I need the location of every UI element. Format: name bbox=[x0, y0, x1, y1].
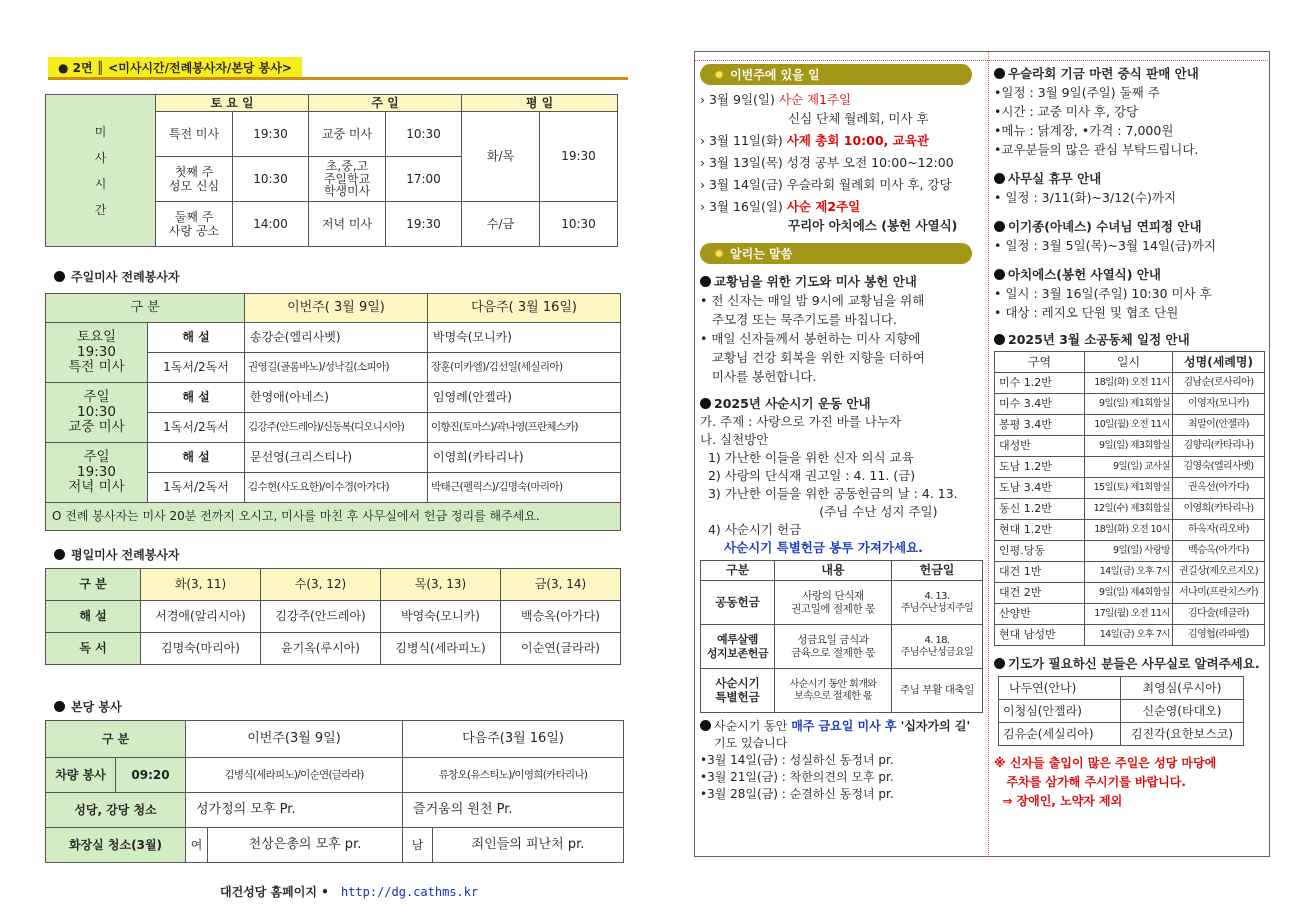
wk-cell: 윤기옥(루시아) bbox=[261, 633, 381, 665]
mass-time-table bbox=[45, 94, 618, 247]
ss-this: 권영길(골롬바노)/성낙길(소피아) bbox=[245, 352, 428, 382]
com-row bbox=[995, 625, 1265, 646]
wk-head: 화(3, 11) bbox=[141, 569, 261, 601]
com-time: 10일(월) 오전 11시 bbox=[1085, 415, 1173, 436]
acies-heading bbox=[994, 265, 1264, 284]
off-desc: 사순시기 동안 회개와 보속으로 절제한 몫 bbox=[775, 669, 892, 713]
sunday-servers-heading bbox=[54, 268, 180, 285]
ss-head: 이번주( 3월 9일) bbox=[245, 294, 428, 323]
week-item: › 3월 16일(일) 사순 제2주일 bbox=[700, 199, 861, 214]
week-item-highlight: 사제 총회 10:00, 교육관 bbox=[786, 133, 929, 148]
car-this: 김병식(세라피노)/이순연(글라라) bbox=[186, 758, 403, 793]
car-label: 차량 봉사 bbox=[46, 758, 116, 793]
sun-mass-name: 초,중,고 주일학교 학생미사 bbox=[309, 157, 386, 202]
week-item-text: 3월 14일(금) 우슬라회 월례회 미사 후, 강당 bbox=[708, 177, 952, 192]
com-leader: 김영숙(엘리사벳) bbox=[1173, 457, 1265, 478]
ss-this: 김수현(사도요한)/이수경(아가다) bbox=[245, 472, 428, 502]
pope-line: • 매일 신자들께서 봉헌하는 미사 지향에 bbox=[700, 331, 921, 346]
com-time: 15일(토) 제1회합실 bbox=[1085, 478, 1173, 499]
off-name: 예루살렘 성지보존헌금 bbox=[701, 625, 775, 669]
clean-this: 성가정의 모후 Pr. bbox=[186, 793, 403, 828]
footer-url[interactable]: http://dg.cathms.kr bbox=[340, 885, 479, 899]
community-heading bbox=[994, 330, 1264, 349]
week-item-highlight: 사순 제2주일 bbox=[786, 199, 861, 214]
footer-text: 대건성당 홈페이지 • bbox=[220, 885, 329, 899]
prayer-heading bbox=[994, 654, 1264, 673]
office-heading bbox=[994, 169, 1264, 188]
wk-cell: 김병식(세라피노) bbox=[381, 633, 501, 665]
ss-next: 임영례(안젤라) bbox=[428, 382, 621, 412]
wk-cell: 김강주(안드레아) bbox=[261, 601, 381, 633]
bullet-icon bbox=[700, 720, 711, 731]
com-leader: 이영자(모니카) bbox=[1173, 394, 1265, 415]
com-time: 9일(일) 사랑방 bbox=[1085, 541, 1173, 562]
sun-icon: ✹ bbox=[714, 68, 725, 82]
weekday-servers-heading bbox=[54, 546, 180, 563]
wk-role: 해 설 bbox=[46, 601, 141, 633]
parish-heading bbox=[54, 698, 122, 715]
com-area: 동신 1.2반 bbox=[995, 499, 1085, 520]
col-weekday: 평 일 bbox=[462, 95, 618, 112]
sun-mass-name: 저녁 미사 bbox=[309, 202, 386, 247]
way-line: •3월 28일(금) : 순결하신 동정녀 pr. bbox=[700, 787, 894, 801]
prayer-name: 신순영(타대오) bbox=[1121, 700, 1244, 723]
ss-role: 1독서/2독서 bbox=[148, 352, 245, 382]
week-list bbox=[700, 90, 982, 235]
com-row bbox=[995, 478, 1265, 499]
com-time: 14일(금) 오후 7시 bbox=[1085, 562, 1173, 583]
pope-line: 주모경 또는 묵주기도를 바칩니다. bbox=[700, 312, 897, 327]
way-line: •3월 14일(금) : 성실하신 동정녀 pr. bbox=[700, 753, 894, 767]
com-area: 현대 1.2반 bbox=[995, 520, 1085, 541]
off-name: 공동헌금 bbox=[701, 581, 775, 625]
pope-body bbox=[700, 291, 982, 386]
toilet-women-team: 천상은총의 모후 pr. bbox=[208, 828, 403, 863]
clean-next: 즐거움의 원천 Pr. bbox=[403, 793, 624, 828]
ss-role: 해 설 bbox=[148, 322, 245, 352]
parking-line: 주차를 삼가해 주시기를 바랍니다. bbox=[994, 775, 1186, 789]
com-leader: 김다술(테클라) bbox=[1173, 604, 1265, 625]
bullet-icon bbox=[994, 334, 1005, 345]
right-column bbox=[994, 64, 1264, 811]
wk-head: 목(3, 13) bbox=[381, 569, 501, 601]
ss-mass: 토요일 19:30 특전 미사 bbox=[46, 322, 148, 382]
week-item-highlight: 사순 제1주일 bbox=[778, 92, 852, 107]
ss-this: 한영애(아네스) bbox=[245, 382, 428, 412]
lent-line: 가. 주제 : 사랑으로 가진 바를 나누자 bbox=[700, 414, 902, 429]
com-leader: 권길상(제오르지오) bbox=[1173, 562, 1265, 583]
sun-mass-time: 10:30 bbox=[386, 112, 462, 157]
lent-line: 3) 가난한 이들을 위한 공동헌금의 날 : 4. 13. bbox=[700, 486, 958, 501]
header-rule bbox=[48, 77, 628, 80]
com-area: 대성반 bbox=[995, 436, 1085, 457]
com-row bbox=[995, 520, 1265, 541]
prayer-title: 기도가 필요하신 분들은 사무실로 알려주세요. bbox=[1008, 656, 1260, 671]
wk-mass-name: 수/금 bbox=[462, 202, 540, 247]
usl-line: •시간 : 교중 미사 후, 강당 bbox=[994, 104, 1139, 119]
way-text: '십자가의 길' bbox=[896, 719, 971, 733]
prayer-name: 이청심(안젤라) bbox=[999, 700, 1121, 723]
ss-mass: 주일 10:30 교중 미사 bbox=[46, 382, 148, 442]
notice-title-pill bbox=[700, 243, 972, 264]
week-item-text: 3월 16일(일) bbox=[708, 199, 783, 214]
week-item bbox=[700, 216, 982, 235]
sunday-servers-table bbox=[45, 293, 621, 531]
sat-mass-name: 첫째 주 성모 신심 bbox=[156, 157, 233, 202]
com-leader: 최말이(안젤라) bbox=[1173, 415, 1265, 436]
com-time: 9일(일) 제1회합실 bbox=[1085, 394, 1173, 415]
top-divider bbox=[695, 60, 1270, 61]
usl-line: •교우분들의 많은 관심 부탁드립니다. bbox=[994, 142, 1199, 157]
bullet-icon bbox=[700, 276, 711, 287]
weekday-servers-title: 평일미사 전례봉사자 bbox=[71, 548, 180, 562]
prayer-name: 최영심(루시아) bbox=[1121, 677, 1244, 700]
ss-head: 구 분 bbox=[46, 294, 245, 323]
com-time: 9일(일) 제3회합실 bbox=[1085, 436, 1173, 457]
com-time: 12일(수) 제3회합실 bbox=[1085, 499, 1173, 520]
com-row bbox=[995, 604, 1265, 625]
way-subline: 기도 있습니다 bbox=[714, 736, 788, 750]
com-leader: 권옥선(아가다) bbox=[1173, 478, 1265, 499]
week-item-text: 신심 단체 월례회, 미사 후 bbox=[788, 111, 929, 126]
com-row bbox=[995, 373, 1265, 394]
off-desc: 사랑의 단식재 권고일에 절제한 몫 bbox=[775, 581, 892, 625]
com-leader: 김향리(카타리나) bbox=[1173, 436, 1265, 457]
lent-envelope: 사순시기 특별헌금 봉투 가져가세요. bbox=[724, 540, 923, 555]
pope-line: • 전 신자는 매일 밤 9시에 교황님을 위해 bbox=[700, 293, 925, 308]
bullet-icon bbox=[994, 269, 1005, 280]
com-time: 9일(일) 교사실 bbox=[1085, 457, 1173, 478]
sat-mass-name: 특전 미사 bbox=[156, 112, 233, 157]
toilet-men: 남 bbox=[403, 828, 433, 863]
parking-notice bbox=[994, 754, 1264, 811]
page-header-label: ● 2면 ║ <미사시간/전례봉사자/본당 봉사> bbox=[48, 57, 302, 78]
usl-line: •일정 : 3월 9일(주일) 둘째 주 bbox=[994, 85, 1160, 100]
wk-role: 독 서 bbox=[46, 633, 141, 665]
com-area: 현대 남성반 bbox=[995, 625, 1085, 646]
pope-heading bbox=[700, 272, 982, 291]
week-item bbox=[700, 109, 982, 128]
ss-note: O 전례 봉사자는 미사 20분 전까지 오시고, 미사를 마친 후 사무실에서 헌금 정리를 해주세요. bbox=[46, 502, 621, 530]
sun-mass-time: 19:30 bbox=[386, 202, 462, 247]
lent-body bbox=[700, 413, 982, 557]
bullet-icon bbox=[994, 221, 1005, 232]
wk-cell: 김명숙(마리아) bbox=[141, 633, 261, 665]
com-row bbox=[995, 583, 1265, 604]
com-area: 도남 1.2반 bbox=[995, 457, 1085, 478]
ss-this: 문선영(크리스티나) bbox=[245, 442, 428, 472]
bullet-icon bbox=[994, 658, 1005, 669]
off-head: 내용 bbox=[775, 561, 892, 581]
way-line: •3월 21일(금) : 착한의견의 모후 pr. bbox=[700, 770, 894, 784]
clean-label: 성당, 강당 청소 bbox=[46, 793, 186, 828]
lent-line: 2) 사랑의 단식재 권고일 : 4. 11. (금) bbox=[700, 468, 916, 483]
usl-line: •메뉴 : 닭계장, •가격 : 7,000원 bbox=[994, 123, 1174, 138]
com-leader: 김영협(라파엘) bbox=[1173, 625, 1265, 646]
com-row bbox=[995, 499, 1265, 520]
week-item: › 3월 13일(목) 성경 공부 오전 10:00~12:00 bbox=[700, 155, 954, 170]
way-text: 사순시기 동안 bbox=[714, 719, 792, 733]
com-leader: 김남순(로사리아) bbox=[1173, 373, 1265, 394]
ss-next: 이영희(카타리나) bbox=[428, 442, 621, 472]
par-head: 다음주(3월 16일) bbox=[403, 721, 624, 758]
off-date: 4. 18. 주님수난성금요일 bbox=[892, 625, 983, 669]
par-head: 구 분 bbox=[46, 721, 186, 758]
wk-mass-time: 10:30 bbox=[540, 202, 618, 247]
com-time: 14일(금) 오후 7시 bbox=[1085, 625, 1173, 646]
wk-cell: 이순연(글라라) bbox=[501, 633, 621, 665]
community-table bbox=[994, 351, 1265, 646]
com-row bbox=[995, 394, 1265, 415]
bullet-icon bbox=[54, 271, 65, 282]
toilet-label: 화장실 청소(3월) bbox=[46, 828, 186, 863]
com-time: 9일(일) 제4회합실 bbox=[1085, 583, 1173, 604]
sunday-servers-title: 주일미사 전례봉사자 bbox=[71, 270, 180, 284]
com-leader: 서나미(프란치스카) bbox=[1173, 583, 1265, 604]
nun-heading bbox=[994, 217, 1264, 236]
wk-head: 구 분 bbox=[46, 569, 141, 601]
bullet-icon bbox=[994, 68, 1005, 79]
notice-title: 알리는 말씀 bbox=[730, 247, 793, 261]
off-desc: 성금요일 금식과 금육으로 절제한 몫 bbox=[775, 625, 892, 669]
off-date: 4. 13. 주님수난성지주일 bbox=[892, 581, 983, 625]
ss-next: 장훈(미카엘)/김선일(세실리아) bbox=[428, 352, 621, 382]
com-area: 인평.당동 bbox=[995, 541, 1085, 562]
week-item-text: 3월 11일(화) bbox=[708, 133, 783, 148]
com-leader: 이영희(카타리나) bbox=[1173, 499, 1265, 520]
com-area: 미수 3.4반 bbox=[995, 394, 1085, 415]
week-item-text: 3월 9일(일) bbox=[708, 92, 775, 107]
week-item: › 3월 9일(일) 사순 제1주일 bbox=[700, 92, 852, 107]
offering-table bbox=[700, 560, 983, 713]
com-leader: 백승옥(아가다) bbox=[1173, 541, 1265, 562]
usl-title: 우슬라회 기금 마련 중식 판매 안내 bbox=[1008, 66, 1199, 81]
ss-role: 해 설 bbox=[148, 382, 245, 412]
parking-line: ⇒ 장애인, 노약자 제외 bbox=[994, 794, 1123, 808]
wk-head: 수(3, 12) bbox=[261, 569, 381, 601]
office-title: 사무실 휴무 안내 bbox=[1008, 171, 1102, 186]
column-divider bbox=[988, 52, 989, 857]
par-head: 이번주(3월 9일) bbox=[186, 721, 403, 758]
com-time: 18일(화) 오전 10시 bbox=[1085, 520, 1173, 541]
com-head: 구역 bbox=[995, 352, 1085, 373]
off-date: 주님 부활 대축일 bbox=[892, 669, 983, 713]
off-head: 구분 bbox=[701, 561, 775, 581]
acies-line: • 일시 : 3월 16일(주일) 10:30 미사 후 bbox=[994, 286, 1212, 301]
com-head: 일시 bbox=[1085, 352, 1173, 373]
pope-title: 교황님을 위한 기도와 미사 봉헌 안내 bbox=[714, 274, 917, 289]
com-area: 산양반 bbox=[995, 604, 1085, 625]
bullet-icon bbox=[700, 398, 711, 409]
sun-icon: ✹ bbox=[714, 247, 725, 261]
com-time: 17일(월) 오전 11시 bbox=[1085, 604, 1173, 625]
wk-cell: 서경애(알리시아) bbox=[141, 601, 261, 633]
car-time: 09:20 bbox=[116, 758, 186, 793]
sat-mass-time: 14:00 bbox=[233, 202, 309, 247]
bullet-icon bbox=[54, 701, 65, 712]
acies-line: • 대상 : 레지오 단원 및 협조 단원 bbox=[994, 305, 1179, 320]
wk-cell: 박영숙(모니카) bbox=[381, 601, 501, 633]
lent-line: (주님 수난 성지 주일) bbox=[700, 504, 938, 519]
ss-head: 다음주( 3월 16일) bbox=[428, 294, 621, 323]
sat-mass-time: 10:30 bbox=[233, 157, 309, 202]
sat-mass-time: 19:30 bbox=[233, 112, 309, 157]
com-leader: 하옥자(리오바) bbox=[1173, 520, 1265, 541]
ss-role: 1독서/2독서 bbox=[148, 472, 245, 502]
nun-title: 이기종(아녜스) 수녀님 연피정 안내 bbox=[1008, 219, 1202, 234]
week-title-pill bbox=[700, 64, 972, 85]
com-head: 성명(세례명) bbox=[1173, 352, 1265, 373]
lent-title: 2025년 사순시기 운동 안내 bbox=[714, 396, 871, 411]
lent-heading bbox=[700, 394, 982, 413]
nun-line: • 일정 : 3월 5일(목)~3월 14일(금)까지 bbox=[994, 238, 1216, 253]
lent-line: 나. 실천방안 bbox=[700, 432, 769, 447]
com-row bbox=[995, 415, 1265, 436]
com-area: 도남 3.4반 bbox=[995, 478, 1085, 499]
ss-role: 1독서/2독서 bbox=[148, 412, 245, 442]
com-area: 미수 1.2반 bbox=[995, 373, 1085, 394]
off-name: 사순시기 특별헌금 bbox=[701, 669, 775, 713]
usl-heading bbox=[994, 64, 1264, 83]
ss-next: 박명숙(모니카) bbox=[428, 322, 621, 352]
com-row bbox=[995, 562, 1265, 583]
wk-cell: 백승옥(아가다) bbox=[501, 601, 621, 633]
wk-head: 금(3, 14) bbox=[501, 569, 621, 601]
prayer-name: 나두연(안나) bbox=[999, 677, 1121, 700]
ss-next: 이향진(토마스)/곽나영(프란체스카) bbox=[428, 412, 621, 442]
sun-mass-name: 교중 미사 bbox=[309, 112, 386, 157]
com-time: 18일(화) 오전 11시 bbox=[1085, 373, 1173, 394]
off-head: 헌금일 bbox=[892, 561, 983, 581]
lent-line: 1) 가난한 이들을 위한 신자 의식 교육 bbox=[700, 450, 914, 465]
wk-mass-time: 19:30 bbox=[540, 112, 618, 202]
community-title: 2025년 3월 소공동체 일정 안내 bbox=[1008, 332, 1190, 347]
lent-line: 4) 사순시기 헌금 bbox=[700, 522, 802, 537]
col-sunday: 주 일 bbox=[309, 95, 462, 112]
week-item-text: 3월 13일(목) 성경 공부 오전 10:00~12:00 bbox=[708, 155, 954, 170]
way-highlight: 매주 금요일 미사 후 bbox=[791, 719, 897, 733]
com-row bbox=[995, 541, 1265, 562]
col-saturday: 토 요 일 bbox=[156, 95, 309, 112]
ss-mass: 주일 19:30 저녁 미사 bbox=[46, 442, 148, 502]
prayer-name: 김진각(요한보스코) bbox=[1121, 723, 1244, 746]
com-area: 대건 2반 bbox=[995, 583, 1085, 604]
week-item: › 3월 11일(화) 사제 총회 10:00, 교육관 bbox=[700, 133, 929, 148]
parking-line: ※ 신자들 출입이 많은 주일은 성당 마당에 bbox=[994, 756, 1217, 770]
weekday-servers-table bbox=[45, 568, 621, 665]
week-item: › 3월 14일(금) 우슬라회 월례회 미사 후, 강당 bbox=[700, 177, 952, 192]
office-line: • 일정 : 3/11(화)~3/12(수)까지 bbox=[994, 190, 1177, 205]
toilet-men-team: 죄인들의 피난처 pr. bbox=[433, 828, 624, 863]
pope-line: 미사를 봉헌합니다. bbox=[700, 369, 817, 384]
acies-title: 아치에스(봉헌 사열식) 안내 bbox=[1008, 267, 1161, 282]
pope-line: 교황님 건강 회복을 위한 지향을 더하여 bbox=[700, 350, 925, 365]
sun-mass-time: 17:00 bbox=[386, 157, 462, 202]
com-row bbox=[995, 436, 1265, 457]
week-panel bbox=[700, 64, 982, 803]
bullet-icon bbox=[994, 173, 1005, 184]
car-next: 류창오(유스티노)/이영희(카타리나) bbox=[403, 758, 624, 793]
parish-title: 본당 봉사 bbox=[71, 700, 122, 714]
ss-this: 김강주(안드레아)/신동복(디오니시아) bbox=[245, 412, 428, 442]
week-item-text: 꾸리아 아치에스 (봉헌 사열식) bbox=[788, 218, 958, 233]
com-area: 대건 1반 bbox=[995, 562, 1085, 583]
ss-role: 해 설 bbox=[148, 442, 245, 472]
week-title: 이번주에 있을 일 bbox=[730, 68, 820, 82]
sat-mass-name: 둘째 주 사랑 공소 bbox=[156, 202, 233, 247]
ss-next: 박태근(펠릭스)/김명숙(마리아) bbox=[428, 472, 621, 502]
wk-mass-name: 화/목 bbox=[462, 112, 540, 202]
bullet-icon bbox=[54, 549, 65, 560]
parish-table bbox=[45, 720, 624, 863]
footer bbox=[220, 883, 478, 900]
way-heading bbox=[700, 718, 982, 735]
ss-this: 송강순(엘리사벳) bbox=[245, 322, 428, 352]
page-header bbox=[48, 57, 628, 81]
com-area: 봉평 3.4반 bbox=[995, 415, 1085, 436]
mass-label-cell: 미 사 시 간 bbox=[46, 95, 156, 247]
com-row bbox=[995, 457, 1265, 478]
prayer-table bbox=[998, 676, 1244, 746]
toilet-women: 여 bbox=[186, 828, 208, 863]
prayer-name: 김유순(세실리아) bbox=[999, 723, 1121, 746]
